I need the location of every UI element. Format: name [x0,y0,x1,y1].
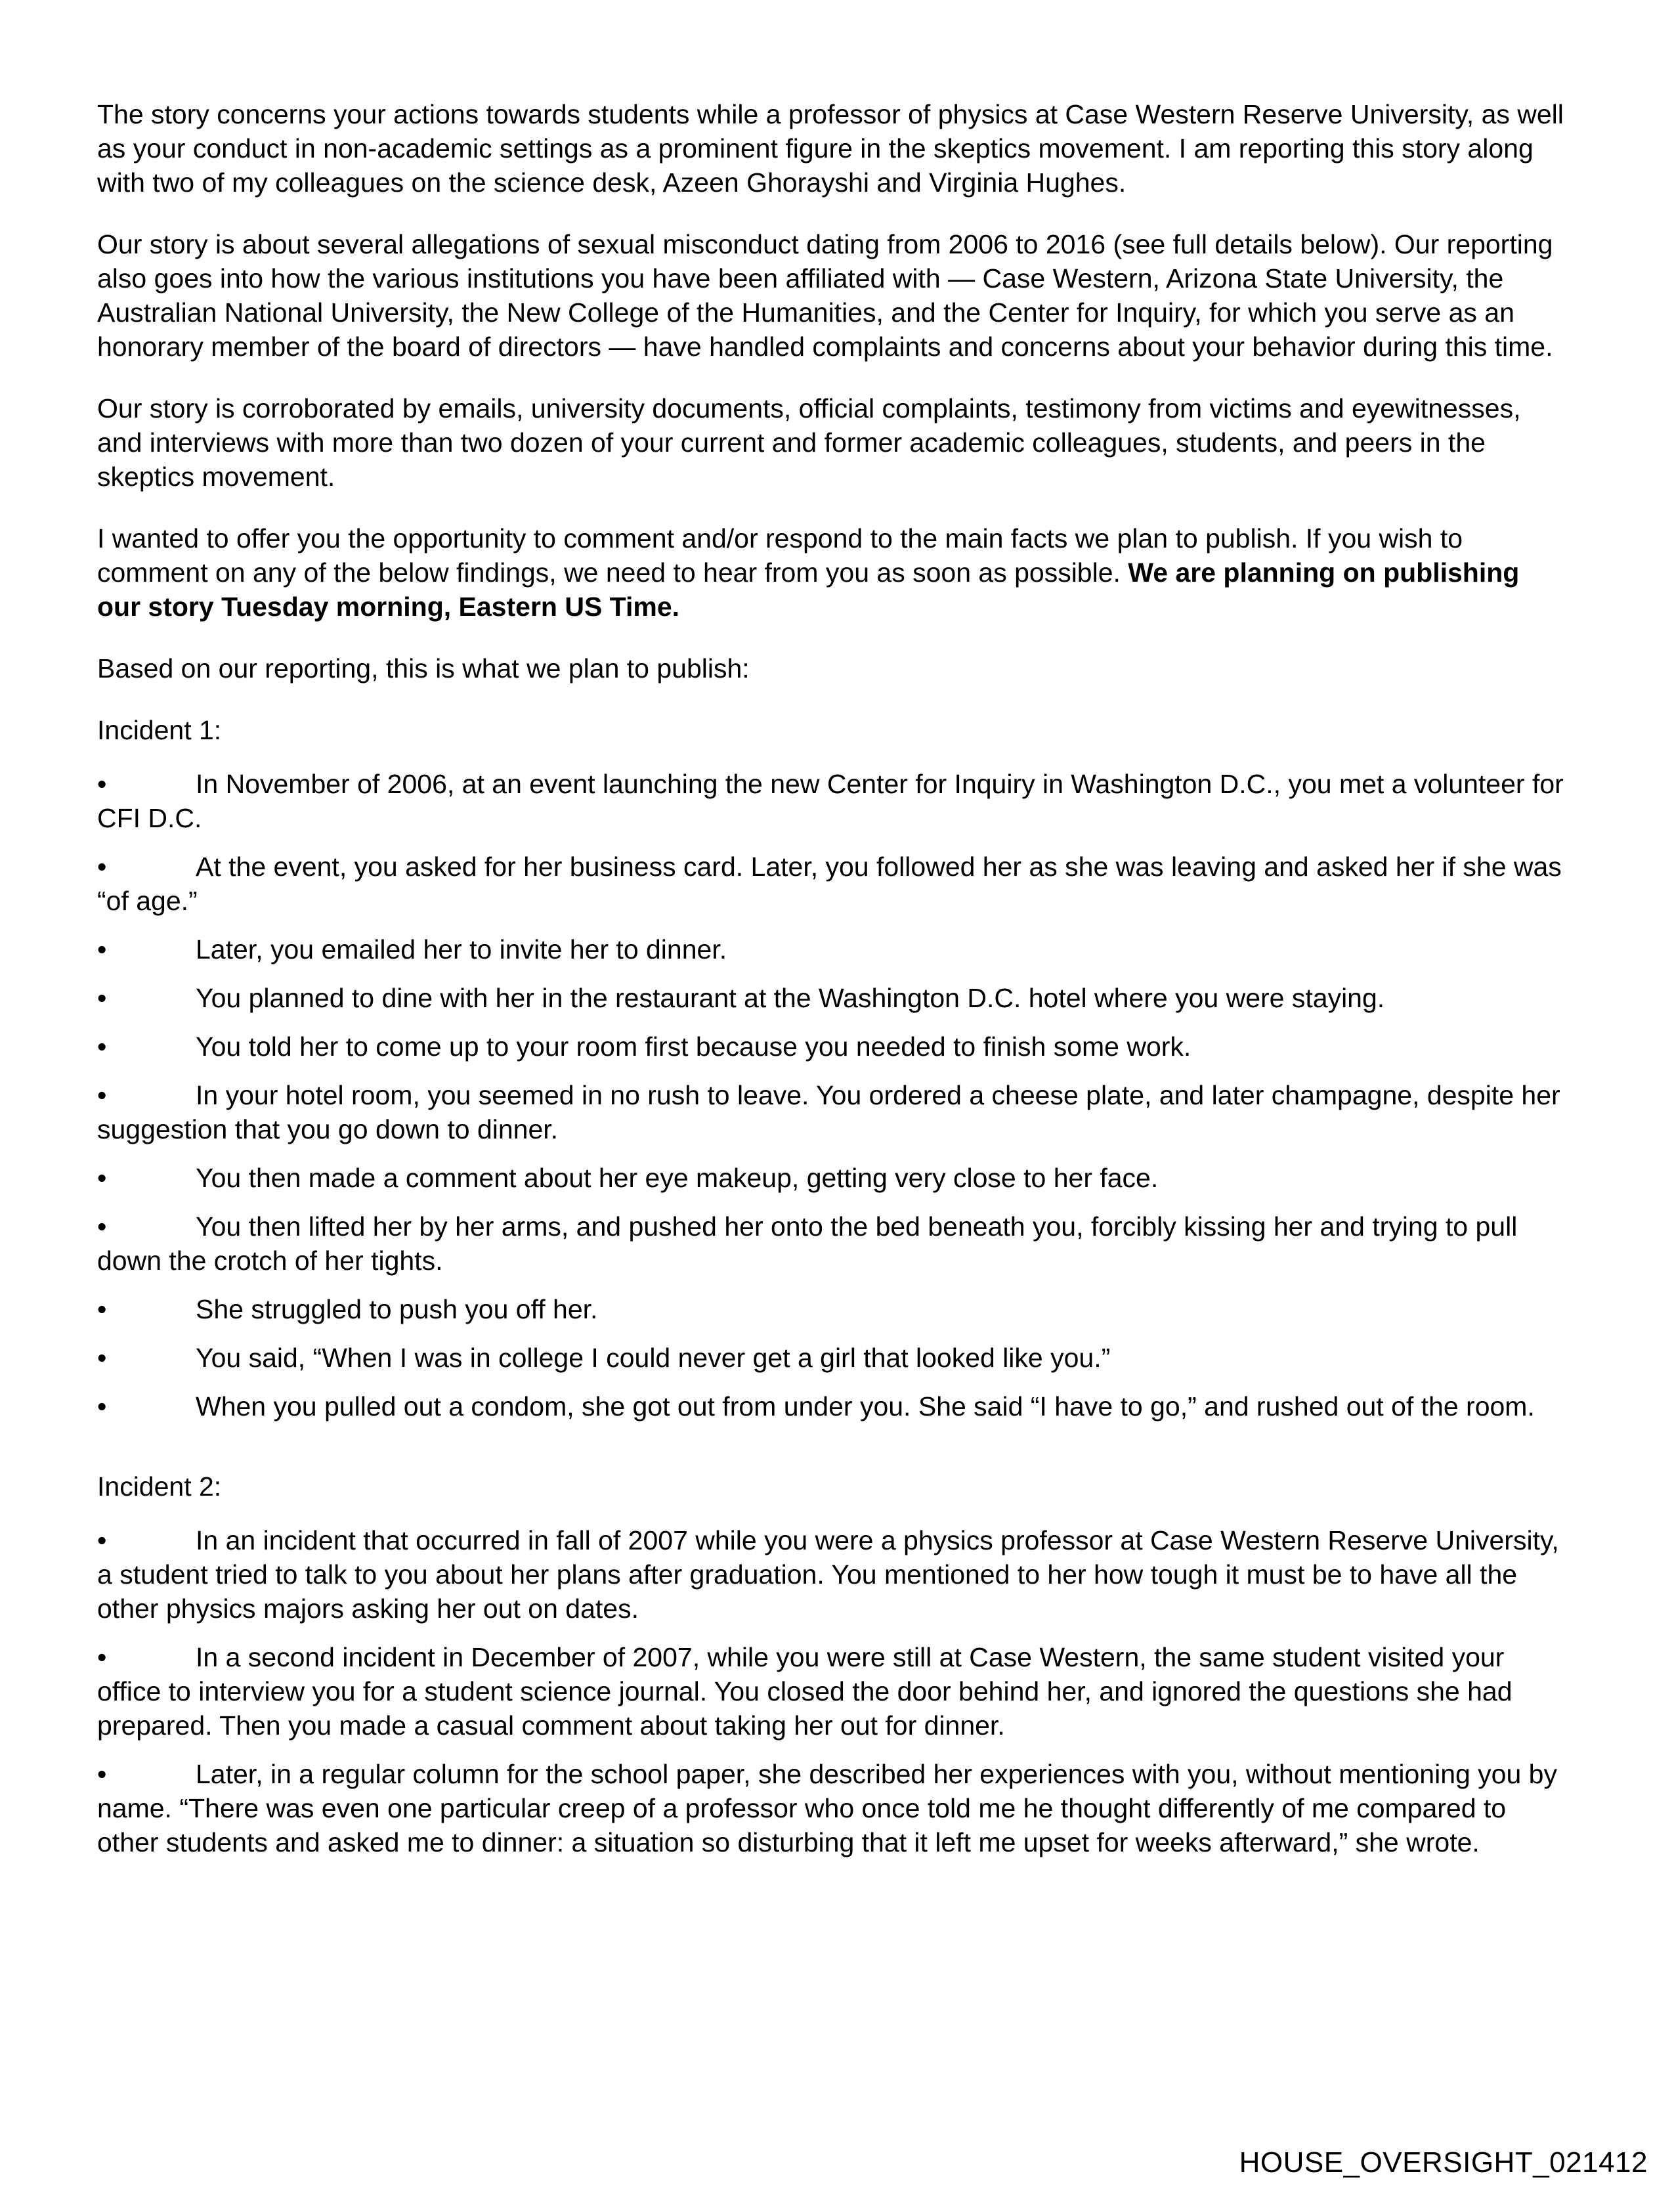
list-item: • You planned to dine with her in the restaurant at the Washington D.C. hotel where you were staying. [97,981,1568,1015]
list-item: • When you pulled out a condom, she got out from under you. She said “I have to go,” and rushed out of the room. [97,1389,1568,1423]
list-item: • You then lifted her by her arms, and pushed her onto the bed beneath you, forcibly kissing her and trying to pull down the crotch of her tights. [97,1209,1568,1278]
list-item: • Later, in a regular column for the school paper, she described her experiences with you, without mentioning you by name. “There was even one particular creep of a professor who once told me he thought differently of me compared to other students and asked me to dinner: a situation so disturbing that it left me upset for weeks afterward,” she wrote. [97,1757,1568,1859]
lead-in: Based on our reporting, this is what we plan to publish: [97,653,750,683]
section-spacer [97,1438,1568,1469]
bullet-icon: • [97,1163,107,1193]
incident-section [97,713,1568,1423]
bullet-icon: • [97,1759,107,1789]
intro-paragraph: Our story is corroborated by emails, university documents, official complaints, testimony from victims and eyewitnesses, and interviews with more than two dozen of your current and former academic colleagues, students, and peers in the skeptics movement. [97,393,1521,492]
bullet-icon: • [97,1294,107,1324]
list-item: • In a second incident in December of 2007, while you were still at Case Western, the same student visited your office to interview you for a student science journal. You closed the door behind her, and ignored the questions she had prepared. Then you made a casual comment about taking her out for dinner. [97,1640,1568,1743]
document-page [97,97,1568,1874]
list-item: • In an incident that occurred in fall of 2007 while you were a physics professor at Case Western Reserve University, a student tried to talk to you about her plans after graduation. You mentioned to her how tough it must be to have all the other physics majors asking her out on dates. [97,1523,1568,1626]
bullet-icon: • [97,1525,107,1555]
incident-heading: Incident 1: [97,715,222,745]
comment-request-paragraph [97,521,1568,624]
incident-heading: Incident 2: [97,1471,222,1502]
bullet-icon: • [97,983,107,1013]
publication-deadline: We are planning on publishing our story Tuesday morning, Eastern US Time. [97,557,1520,622]
bullet-icon: • [97,769,107,799]
comment-request-text: I wanted to offer you the opportunity to comment and/or respond to the main facts we plan to publish. If you wish to comment on any of the below findings, we need to hear from you as soon as possible. [97,523,1463,588]
list-item: • In November of 2006, at an event launching the new Center for Inquiry in Washington D.C., you met a volunteer for CFI D.C. [97,767,1568,835]
bullet-icon: • [97,1642,107,1672]
list-item: • You then made a comment about her eye makeup, getting very close to her face. [97,1161,1568,1195]
intro-paragraph: The story concerns your actions towards students while a professor of physics at Case Western Reserve University, as well as your conduct in non-academic settings as a prominent figure in the skeptics movement. I am reporting this story along with two of my colleagues on the science desk, Azeen Ghorayshi and Virginia Hughes. [97,99,1564,198]
bullet-icon: • [97,1031,107,1062]
incident-section [97,1469,1568,1859]
list-item: • She struggled to push you off her. [97,1292,1568,1326]
list-item: • Later, you emailed her to invite her to dinner. [97,932,1568,966]
bullet-icon: • [97,934,107,965]
list-item: • In your hotel room, you seemed in no rush to leave. You ordered a cheese plate, and later champagne, despite her suggestion that you go down to dinner. [97,1078,1568,1146]
list-item: • You told her to come up to your room first because you needed to finish some work. [97,1030,1568,1064]
bullet-icon: • [97,852,107,882]
bullet-icon: • [97,1211,107,1242]
bates-number: HOUSE_OVERSIGHT_021412 [1239,2146,1648,2179]
intro-paragraph: Our story is about several allegations of sexual misconduct dating from 2006 to 2016 (see full details below). Our reporting also goes into how the various institutions you have been affiliated with — Case Western, Arizona State University, the Australian National University, the New College of the Humanities, and the Center for Inquiry, for which you serve as an honorary member of the board of directors — have handled complaints and concerns about your behavior during this time. [97,229,1553,362]
list-item: • At the event, you asked for her business card. Later, you followed her as she was leaving and asked her if she was “of age.” [97,850,1568,918]
bullet-icon: • [97,1343,107,1373]
bullet-icon: • [97,1080,107,1110]
bullet-icon: • [97,1391,107,1421]
list-item: • You said, “When I was in college I could never get a girl that looked like you.” [97,1341,1568,1375]
